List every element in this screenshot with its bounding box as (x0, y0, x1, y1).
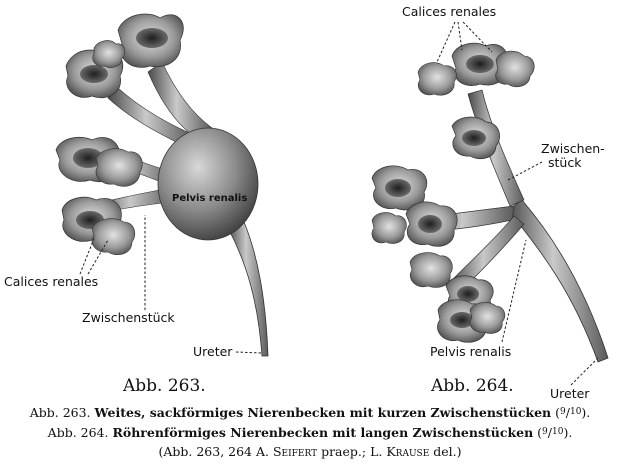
fig264-ureter-label: Ureter (550, 386, 590, 401)
caption-2-scale: ($^9$/$^{10}$). (537, 425, 573, 440)
fig264-top-left-calyx (418, 63, 456, 96)
fig263-ureter-label: Ureter (193, 344, 233, 359)
caption-2-text: Röhrenförmiges Nierenbecken mit langen Zwischenstücken (112, 425, 534, 440)
fig263-zwischenstueck-label: Zwischenstück (82, 310, 175, 325)
fig263-pelvis-sac (158, 128, 258, 240)
fig264-bottom-calyx-3 (470, 303, 505, 334)
caption-line-1 (0, 407, 620, 420)
fig264-left-calyx-4 (410, 253, 452, 288)
fig264-pelvis-label: Pelvis renalis (430, 344, 512, 359)
fig263-middle-calyx-2 (96, 149, 142, 187)
caption-2-prefix: Abb. 264. (47, 425, 109, 440)
fig263-ureter-tube (228, 222, 268, 356)
caption-1-scale: ($^9$/$^{10}$). (555, 405, 591, 420)
fig263-drawing (56, 14, 268, 356)
caption-1-prefix: Abb. 263. (29, 405, 91, 420)
fig264-drawing (372, 43, 608, 362)
fig263-pelvis-label: Pelvis renalis (172, 193, 248, 204)
fig264-calices-label: Calices renales (402, 4, 497, 19)
fig263-calices-label: Calices renales (4, 274, 99, 289)
fig263-upper-small-calyx (93, 41, 125, 68)
caption-3-mid: praep.; L. (321, 444, 383, 459)
caption-line-3 (0, 446, 620, 459)
fig264-zwischen-label-line2: stück (548, 155, 582, 170)
fig264-zwischen-label-line1: Zwischen- (541, 141, 605, 156)
caption-3-author-2: Krause (386, 444, 430, 459)
fig264-left-calyx-3 (372, 213, 407, 244)
caption-line-2 (0, 427, 620, 440)
fig263-title: Abb. 263. (123, 376, 206, 396)
fig264-top-right-calyx (496, 51, 535, 87)
caption-3-end: del.) (433, 444, 462, 459)
fig264-title: Abb. 264. (431, 376, 514, 396)
caption-1-text: Weites, sackförmiges Nierenbecken mit kurzen Zwischenstücken (94, 405, 552, 420)
caption-3-start: (Abb. 263, 264 A. (158, 444, 269, 459)
fig263-lower-calyx-2 (92, 219, 135, 255)
caption-3-author-1: Seifert (272, 444, 318, 459)
